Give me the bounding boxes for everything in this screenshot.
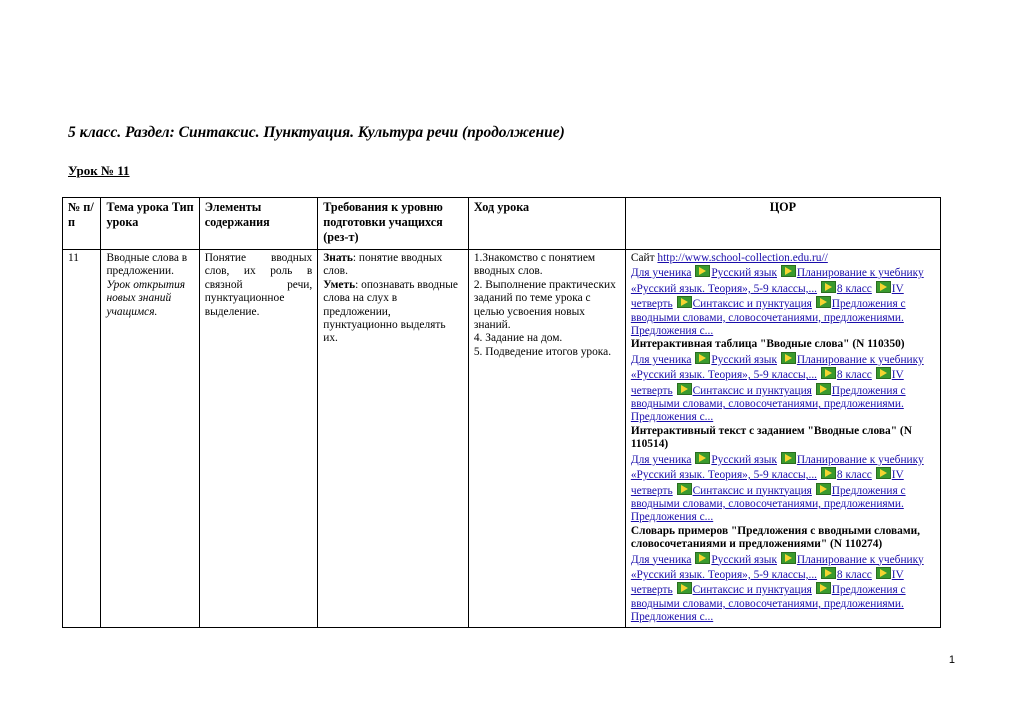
topic-text: Вводные слова в предложении. (106, 252, 188, 278)
arrow-icon (816, 383, 831, 395)
resource-title: Интерактивная таблица "Вводные слова" (N 110350) (630, 338, 905, 351)
arrow-icon (677, 483, 692, 495)
link-student[interactable]: Для ученика (630, 553, 692, 566)
know-text: : понятие вводных слов. (323, 252, 443, 278)
link-russian[interactable]: Русский язык (711, 553, 777, 566)
link-quarter[interactable]: IV четверть (630, 282, 904, 311)
link-syntax[interactable]: Синтаксис и пунктуация (692, 484, 812, 497)
arrow-icon (695, 452, 710, 464)
resource-title: Интерактивный текст с заданием "Вводные слова" (N 110514) (630, 424, 912, 451)
link-plan[interactable]: Планирование к учебнику «Русский язык. Теория», 5-9 классы,... (630, 267, 924, 295)
link-student[interactable]: Для ученика (630, 267, 692, 280)
cell-progress (468, 250, 625, 628)
grade-number: 8 (836, 369, 843, 382)
header-requirements: Требования к уровню подготовки учащихся (рез-т) (318, 198, 469, 250)
grade-word: класс (845, 568, 872, 581)
grade-word: класс (845, 282, 872, 295)
resource-title: Словарь примеров "Предложения с вводными словами, словосочетаниями и предложениями" (N 110274) (630, 524, 920, 551)
link-syntax[interactable]: Синтаксис и пунктуация (692, 584, 812, 597)
header-num: № п/п (63, 198, 101, 250)
link-topic[interactable]: Предложения с вводными словами, словосочетаниями, предложениями. Предложения с... (630, 384, 906, 424)
link-syntax[interactable]: Синтаксис и пунктуация (692, 298, 812, 311)
link-grade[interactable] (837, 469, 872, 481)
grade-word: класс (845, 369, 872, 382)
link-quarter[interactable]: IV четверть (630, 568, 904, 597)
arrow-icon (781, 552, 796, 564)
grade-word: класс (845, 469, 872, 482)
site-line (631, 252, 935, 265)
lesson-plan-table (62, 197, 941, 628)
progress-step: 4. Задание на дом. (473, 332, 563, 345)
link-quarter[interactable]: IV четверть (630, 369, 904, 397)
arrow-icon (821, 281, 836, 293)
cell-num: 11 (63, 250, 101, 628)
arrow-icon (781, 265, 796, 277)
arrow-icon (876, 281, 891, 293)
arrow-icon (677, 582, 692, 594)
link-russian[interactable]: Русский язык (711, 267, 777, 280)
table-row (63, 250, 941, 628)
link-quarter[interactable]: IV четверть (630, 469, 904, 497)
link-grade[interactable] (837, 569, 872, 581)
arrow-icon (695, 552, 710, 564)
link-grade[interactable] (837, 283, 872, 295)
arrow-icon (876, 367, 891, 379)
arrow-icon (816, 296, 831, 308)
link-topic[interactable]: Предложения с вводными словами, словосочетаниями, предложениями. Предложения с... (630, 298, 906, 338)
grade-number: 8 (836, 282, 843, 295)
resource-path (631, 265, 935, 338)
grade-number: 8 (836, 469, 843, 482)
can-label: Уметь (323, 278, 356, 291)
arrow-icon (781, 352, 796, 364)
header-topic: Тема урока Тип урока (101, 198, 199, 250)
can-text: : опознавать вводные слова на слух в предложении, пунктуационно выделять их. (323, 278, 458, 345)
link-topic[interactable]: Предложения с вводными словами, словосочетаниями, предложениями. Предложения с... (630, 584, 906, 624)
grade-number: 8 (836, 568, 843, 581)
link-student[interactable]: Для ученика (630, 453, 692, 466)
progress-step: 1.Знакомство с понятием вводных слов. (473, 252, 596, 278)
link-topic[interactable]: Предложения с вводными словами, словосочетаниями, предложениями. Предложения с... (630, 484, 906, 524)
link-russian[interactable]: Русский язык (711, 353, 777, 366)
header-elements: Элементы содержания (199, 198, 318, 250)
page-number: 1 (948, 654, 955, 666)
link-plan[interactable]: Планирование к учебнику «Русский язык. Теория», 5-9 классы,... (630, 453, 924, 482)
resource-path (631, 452, 935, 525)
arrow-icon (677, 296, 692, 308)
link-student[interactable]: Для ученика (630, 353, 692, 366)
header-progress: Ход урока (468, 198, 625, 250)
know-label: Знать (323, 252, 353, 264)
cell-requirements (318, 250, 469, 628)
arrow-icon (876, 467, 891, 479)
link-plan[interactable]: Планирование к учебнику «Русский язык. Теория», 5-9 классы,... (630, 353, 924, 382)
site-prefix: Сайт (630, 252, 658, 264)
arrow-icon (821, 567, 836, 579)
link-russian[interactable]: Русский язык (711, 453, 777, 466)
arrow-icon (876, 567, 891, 579)
resource-path (631, 352, 935, 425)
link-grade[interactable] (837, 369, 872, 381)
arrow-icon (781, 452, 796, 464)
cell-elements: Понятие вводных слов, их роль в связной речи, пунктуационное выделение. (199, 250, 318, 628)
arrow-icon (677, 383, 692, 395)
link-plan[interactable]: Планирование к учебнику «Русский язык. Теория», 5-9 классы,... (630, 553, 924, 581)
header-cor: ЦОР (625, 198, 940, 250)
lesson-label: Урок № 11 (68, 163, 130, 178)
resource-path (631, 552, 935, 625)
arrow-icon (821, 467, 836, 479)
link-syntax[interactable]: Синтаксис и пунктуация (692, 384, 812, 397)
site-link[interactable]: http://www.school-collection.edu.ru// (657, 252, 828, 264)
arrow-icon (816, 582, 831, 594)
lesson-type: Урок открытия новых знаний учащимся. (106, 278, 186, 318)
arrow-icon (695, 265, 710, 277)
progress-step: 2. Выполнение практических заданий по теме урока с целью усвоения новых знаний. (473, 278, 616, 332)
progress-step: 5. Подведение итогов урока. (473, 345, 612, 358)
arrow-icon (695, 352, 710, 364)
cell-topic (101, 250, 199, 628)
table-header-row (63, 198, 941, 250)
arrow-icon (816, 483, 831, 495)
arrow-icon (821, 367, 836, 379)
cell-cor (625, 250, 940, 628)
page-title: 5 класс. Раздел: Синтаксис. Пунктуация. Культура речи (продолжение) (68, 124, 565, 141)
